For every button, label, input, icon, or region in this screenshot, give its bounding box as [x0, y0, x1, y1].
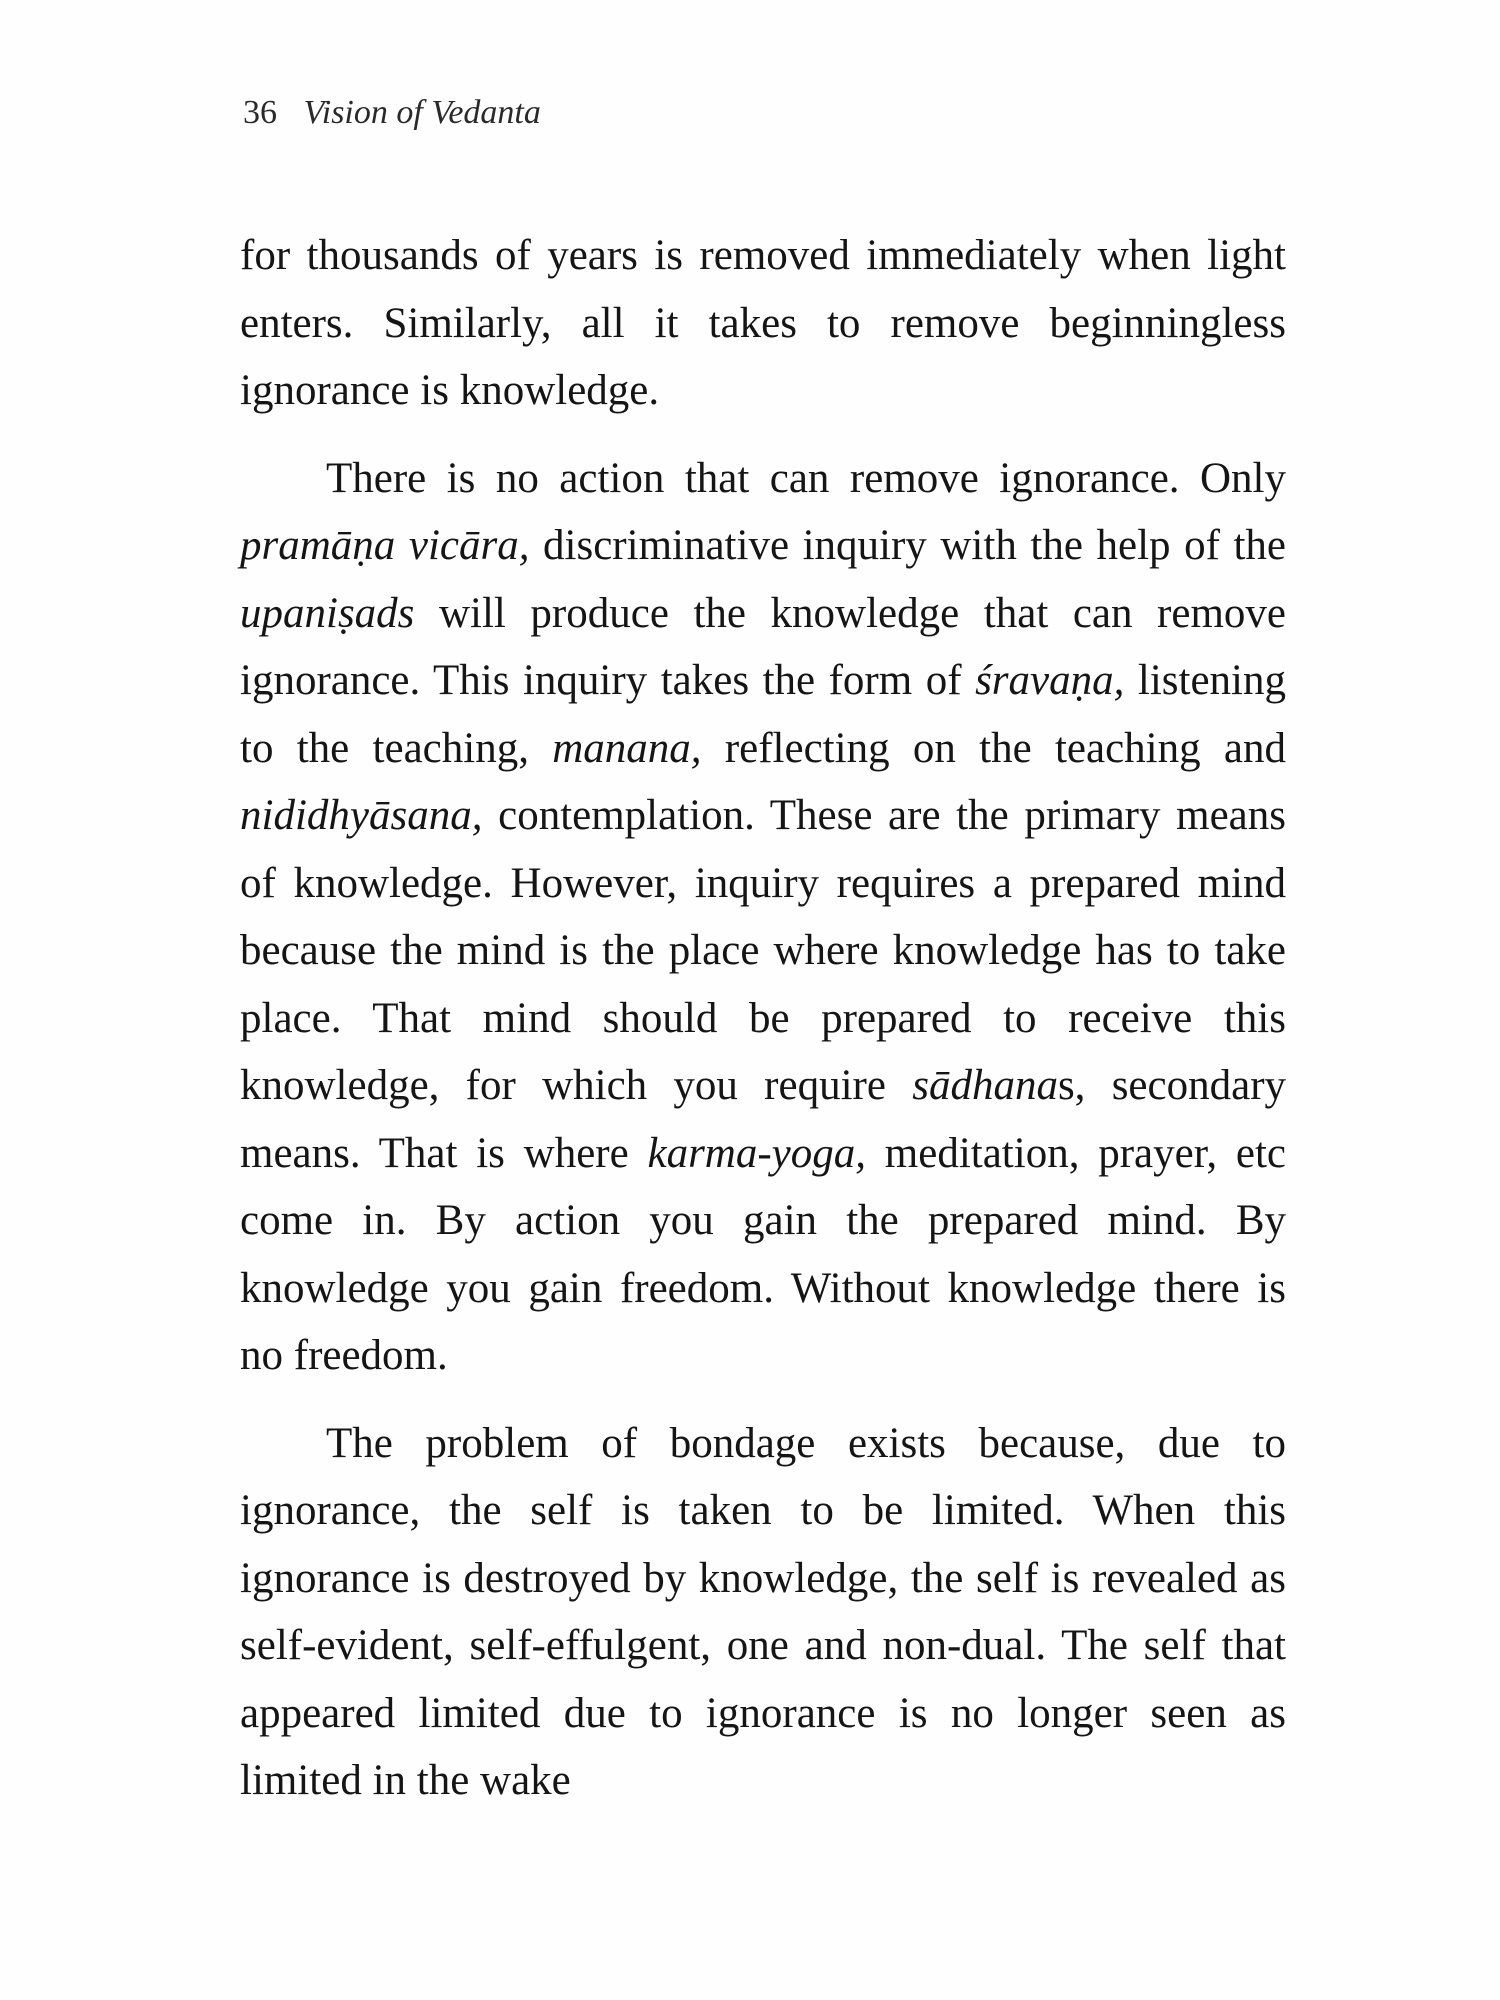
- body-text: [240, 222, 1286, 1815]
- text-run: reflecting on the teaching and: [701, 724, 1286, 772]
- sanskrit-term: karma-yoga,: [647, 1129, 867, 1177]
- text-run: The problem of bondage exists because, due to ignorance, the self is taken to be limited. When this ignorance is destroyed by knowledge, the self is revealed as self-evident, self-effulgent, one and non-dual. The self that appeared limited due to ignorance is no longer seen as limited in the wake: [240, 1419, 1286, 1804]
- sanskrit-term: śravaṇa,: [975, 657, 1125, 704]
- paragraph-1: [240, 222, 1286, 425]
- text-run: for thousands of years is removed immediately when light enters. Similarly, all it takes to remove beginningless ignorance is knowledge.: [240, 232, 1286, 414]
- sanskrit-term: upaniṣads: [240, 589, 415, 637]
- text-run: contemplation. These are the primary means of knowledge. However, inquiry requires a prepared mind because the mind is the place where knowledge has to take place. That mind should be prepared to receive this knowledge, for which you require: [240, 792, 1286, 1109]
- text-run: will produce the knowledge that can remove ignorance. This inquiry takes the form of: [240, 589, 1286, 704]
- sanskrit-term: manana,: [552, 724, 702, 772]
- sanskrit-term: nididhyāsana,: [240, 792, 483, 839]
- text-run: meditation, prayer, etc come in. By action you gain the prepared mind. By knowledge you gain freedom. Without knowledge there is no freedom.: [240, 1129, 1286, 1379]
- paragraph-3: [240, 1410, 1286, 1815]
- sanskrit-term: sādhana: [912, 1062, 1058, 1109]
- text-run: There is no action that can remove ignorance. Only: [326, 454, 1286, 502]
- sanskrit-term: pramāṇa vicāra,: [240, 522, 530, 569]
- text-run: s, secondary means. That is where: [240, 1062, 1287, 1177]
- page-number: 36: [243, 94, 277, 131]
- running-head: [243, 96, 541, 130]
- book-title: Vision of Vedanta: [303, 94, 541, 131]
- text-run: discriminative inquiry with the help of the: [529, 522, 1286, 569]
- text-run: listening to the teaching,: [240, 657, 1286, 772]
- paragraph-2: [240, 445, 1286, 1390]
